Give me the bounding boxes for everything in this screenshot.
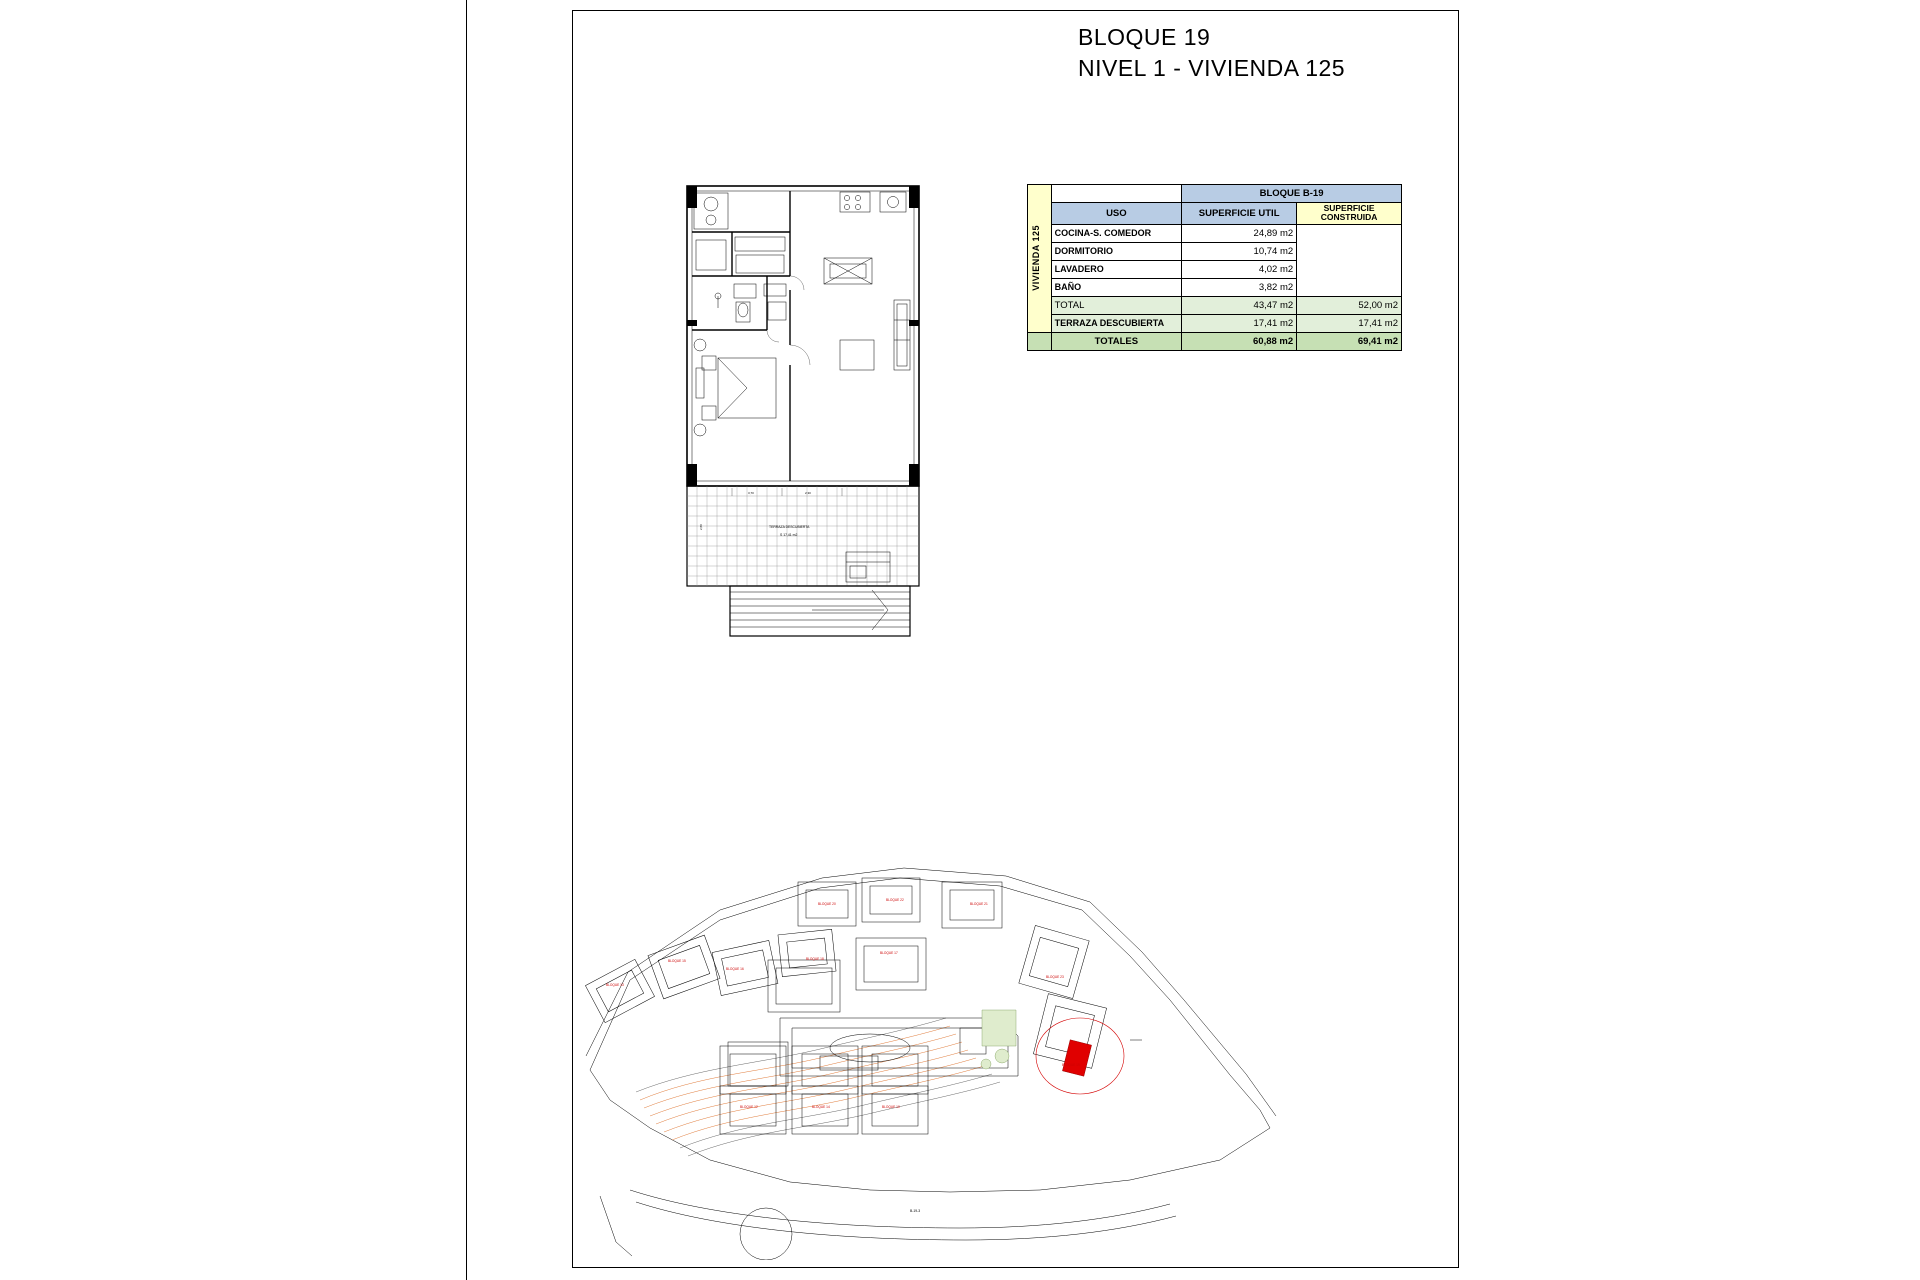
blank-corner (1051, 185, 1181, 203)
row-built-merged (1297, 224, 1402, 296)
table-row (1028, 224, 1402, 242)
row-use-4: TOTAL (1051, 296, 1181, 314)
totals-corner (1028, 332, 1052, 350)
street-label: B-19-3 (910, 1209, 921, 1213)
svg-text:BLOQUE 17: BLOQUE 17 (880, 951, 898, 955)
table-row (1028, 314, 1402, 332)
title-block (1078, 22, 1458, 84)
svg-text:BLOQUE 14: BLOQUE 14 (812, 1105, 830, 1109)
row-built-4: 52,00 m2 (1297, 296, 1402, 314)
totals-label: TOTALES (1051, 332, 1181, 350)
row-useful-1: 10,74 m2 (1182, 242, 1297, 260)
row-use-3: BAÑO (1051, 278, 1181, 296)
totals-useful: 60,88 m2 (1182, 332, 1297, 350)
svg-text:BLOQUE 15: BLOQUE 15 (668, 959, 686, 963)
row-built-5: 17,41 m2 (1297, 314, 1402, 332)
svg-text:BLOQUE 10: BLOQUE 10 (882, 1105, 900, 1109)
col-header-use: USO (1051, 203, 1181, 225)
svg-text:BLOQUE 16: BLOQUE 16 (726, 967, 744, 971)
row-use-1: DORMITORIO (1051, 242, 1181, 260)
site-block-labels (606, 898, 1080, 1109)
svg-text:BLOQUE 23: BLOQUE 23 (1046, 975, 1064, 979)
svg-text:BLOQUE 20: BLOQUE 20 (818, 902, 836, 906)
col-header-built: SUPERFICIE CONSTRUIDA (1297, 203, 1402, 225)
svg-text:BLOQUE 13: BLOQUE 13 (606, 983, 624, 987)
totals-built: 69,41 m2 (1297, 332, 1402, 350)
vertical-label-cell (1028, 185, 1052, 333)
table-row-block-title (1028, 185, 1402, 203)
row-useful-3: 3,82 m2 (1182, 278, 1297, 296)
col-header-useful: SUPERFICIE UTIL (1182, 203, 1297, 225)
floor-plan (672, 180, 972, 640)
row-useful-0: 24,89 m2 (1182, 224, 1297, 242)
title-line-2: NIVEL 1 - VIVIENDA 125 (1078, 55, 1346, 82)
row-useful-4: 43,47 m2 (1182, 296, 1297, 314)
row-use-2: LAVADERO (1051, 260, 1181, 278)
svg-text:3,70: 3,70 (748, 491, 754, 495)
row-useful-2: 4,02 m2 (1182, 260, 1297, 278)
terrace-label-2: S 17,41 m2 (780, 533, 798, 537)
area-table (1027, 184, 1402, 351)
block-header: BLOQUE B-19 (1182, 185, 1402, 203)
svg-text:BLOQUE 18: BLOQUE 18 (806, 957, 824, 961)
table-row-totals (1028, 332, 1402, 350)
svg-text:BLOQUE 19: BLOQUE 19 (1062, 1063, 1080, 1067)
svg-text:2,80: 2,80 (699, 524, 703, 530)
row-useful-5: 17,41 m2 (1182, 314, 1297, 332)
row-use-0: COCINA-S. COMEDOR (1051, 224, 1181, 242)
svg-text:2,30: 2,30 (805, 491, 811, 495)
table-row (1028, 296, 1402, 314)
svg-text:BLOQUE 21: BLOQUE 21 (970, 902, 988, 906)
svg-text:BLOQUE 12: BLOQUE 12 (740, 1105, 758, 1109)
vivienda-vertical-label: VIVIENDA 125 (1031, 225, 1041, 292)
table-row-columns (1028, 203, 1402, 225)
terrace-label-1: TERRAZA DESCUBIERTA (769, 525, 810, 529)
row-use-5: TERRAZA DESCUBIERTA (1051, 314, 1181, 332)
title-line-1: BLOQUE 19 (1078, 24, 1211, 50)
site-plan (570, 860, 1290, 1260)
svg-text:BLOQUE 22: BLOQUE 22 (886, 898, 904, 902)
